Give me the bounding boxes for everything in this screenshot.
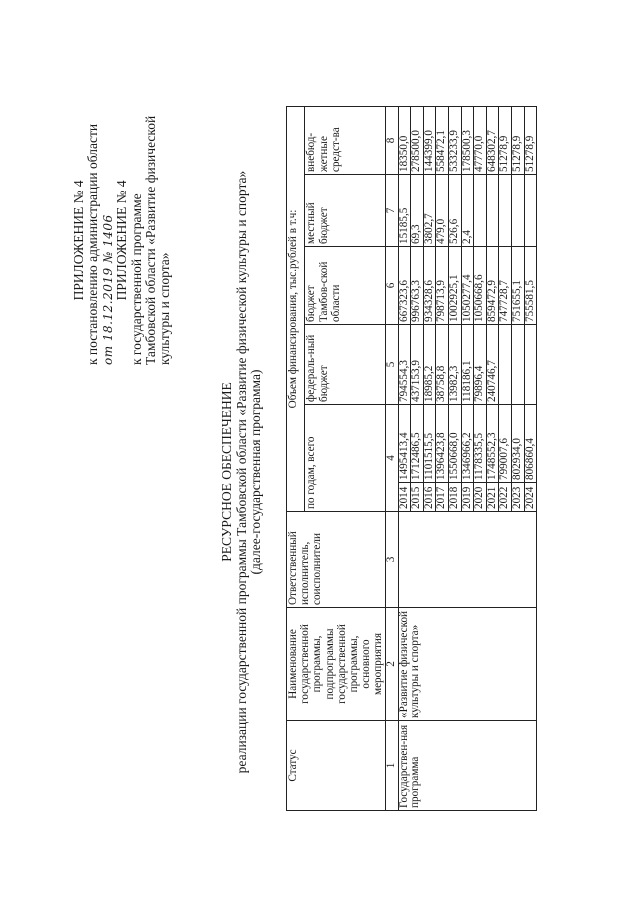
regional-cell: 747728,7 xyxy=(499,247,512,325)
year-cell: 2015 xyxy=(411,483,424,512)
regional-cell: 755581,5 xyxy=(524,247,537,325)
total-cell: 1550668,0 xyxy=(449,405,462,483)
extra-cell: 533233,9 xyxy=(449,107,462,175)
appendix-program-name: Тамбовской области «Развитие физической xyxy=(143,115,159,365)
extra-cell: 648302,7 xyxy=(486,107,499,175)
regional-cell: 996763,3 xyxy=(411,247,424,325)
year-cell: 2023 xyxy=(511,483,524,512)
header-federal: федераль-ный бюджет xyxy=(305,325,385,405)
table-row xyxy=(398,107,411,811)
executor-cell xyxy=(398,512,537,608)
extra-cell: 278500,0 xyxy=(411,107,424,175)
regional-cell: 667323,6 xyxy=(398,247,411,325)
header-status: Статус xyxy=(287,721,386,811)
status-cell: Государствен-ная программа xyxy=(398,721,537,811)
local-cell xyxy=(511,175,524,247)
year-cell: 2019 xyxy=(461,483,474,512)
extra-cell: 18350,0 xyxy=(398,107,411,175)
federal-cell: 437153,9 xyxy=(411,325,424,405)
federal-cell: 118186,1 xyxy=(461,325,474,405)
regional-cell: 859472,9 xyxy=(486,247,499,325)
federal-cell: 240746,7 xyxy=(486,325,499,405)
extra-cell: 51278,9 xyxy=(499,107,512,175)
extra-cell: 51278,9 xyxy=(524,107,537,175)
year-cell: 2024 xyxy=(524,483,537,512)
resource-table xyxy=(286,106,537,811)
col-number-5: 5 xyxy=(385,325,398,405)
program-name-cell: «Развитие физической культуры и спорта» xyxy=(398,608,537,721)
regional-cell: 1002925,1 xyxy=(449,247,462,325)
year-cell: 2014 xyxy=(398,483,411,512)
appendix-block xyxy=(72,116,173,365)
extra-cell: 558472,1 xyxy=(436,107,449,175)
col-number-6: 6 xyxy=(385,247,398,325)
year-cell: 2018 xyxy=(449,483,462,512)
federal-cell xyxy=(524,325,537,405)
extra-cell: 144399,0 xyxy=(423,107,436,175)
year-cell: 2017 xyxy=(436,483,449,512)
header-name: Наименование государственной программы, подпрограммы государственной программы, основного мероприятия xyxy=(287,608,386,721)
local-cell xyxy=(524,175,537,247)
title-subheading: реализации государственной программы Тамбовской области «Развитие физической культуры и спорта» xyxy=(233,170,249,774)
total-cell: 806860,4 xyxy=(524,405,537,483)
federal-cell: 38758,8 xyxy=(436,325,449,405)
header-executor: Ответственный исполнитель, соисполнители xyxy=(287,512,386,608)
local-cell xyxy=(486,175,499,247)
total-cell: 799007,6 xyxy=(499,405,512,483)
total-cell: 1712486,5 xyxy=(411,405,424,483)
local-cell xyxy=(474,175,487,247)
total-cell: 1396423,8 xyxy=(436,405,449,483)
appendix-program-ref: к государственной программе xyxy=(128,193,144,365)
federal-cell xyxy=(499,325,512,405)
regional-cell: 1050277,4 xyxy=(461,247,474,325)
col-number-8: 8 xyxy=(385,107,398,175)
total-cell: 1346966,2 xyxy=(461,405,474,483)
local-cell xyxy=(499,175,512,247)
year-cell: 2021 xyxy=(486,483,499,512)
federal-cell: 18985,2 xyxy=(423,325,436,405)
regional-cell: 1050668,6 xyxy=(474,247,487,325)
col-number-3: 3 xyxy=(385,512,398,608)
extra-cell: 47770,0 xyxy=(474,107,487,175)
federal-cell xyxy=(511,325,524,405)
title-note: (далее-государственная программа) xyxy=(248,369,263,575)
local-cell: 479,0 xyxy=(436,175,449,247)
total-cell: 802934,0 xyxy=(511,405,524,483)
document-title xyxy=(220,127,264,817)
appendix-number-2: ПРИЛОЖЕНИЕ № 4 xyxy=(114,180,130,301)
appendix-date-number: от 18.12.2019 № 1406 xyxy=(100,214,115,365)
regional-cell: 751655,1 xyxy=(511,247,524,325)
title-heading: РЕСУРСНОЕ ОБЕСПЕЧЕНИЕ xyxy=(219,382,234,562)
regional-cell: 798713,9 xyxy=(436,247,449,325)
federal-cell: 13982,3 xyxy=(449,325,462,405)
regional-cell: 934328,6 xyxy=(423,247,436,325)
extra-cell: 51278,9 xyxy=(511,107,524,175)
year-cell: 2020 xyxy=(474,483,487,512)
appendix-resolution: к постановлению администрации области xyxy=(85,123,101,365)
header-regional: бюджет Тамбов-ской области xyxy=(305,247,385,325)
appendix-program-name-cont: культуры и спорта» xyxy=(157,252,173,365)
appendix-number: ПРИЛОЖЕНИЕ № 4 xyxy=(71,180,86,301)
local-cell: 526,6 xyxy=(449,175,462,247)
local-cell: 2,4 xyxy=(461,175,474,247)
header-funding: Объем финансирования, тыс.рублей в т.ч: xyxy=(287,107,305,512)
total-cell: 1748552,3 xyxy=(486,405,499,483)
total-cell: 1178335,5 xyxy=(474,405,487,483)
header-extra: внебюд-жетные средст-ва xyxy=(305,107,385,175)
header-total: по годам, всего xyxy=(305,405,385,512)
header-local: местный бюджет xyxy=(305,175,385,247)
year-cell: 2022 xyxy=(499,483,512,512)
local-cell: 15185,5 xyxy=(398,175,411,247)
year-cell: 2016 xyxy=(423,483,436,512)
local-cell: 3802,7 xyxy=(423,175,436,247)
local-cell: 69,3 xyxy=(411,175,424,247)
extra-cell: 178500,3 xyxy=(461,107,474,175)
col-number-1: 1 xyxy=(385,721,398,811)
total-cell: 1101515,5 xyxy=(423,405,436,483)
federal-cell: 79896,4 xyxy=(474,325,487,405)
col-number-4: 4 xyxy=(385,405,398,512)
col-number-2: 2 xyxy=(385,608,398,721)
col-number-7: 7 xyxy=(385,175,398,247)
total-cell: 1495413,4 xyxy=(398,405,411,483)
federal-cell: 794554,3 xyxy=(398,325,411,405)
